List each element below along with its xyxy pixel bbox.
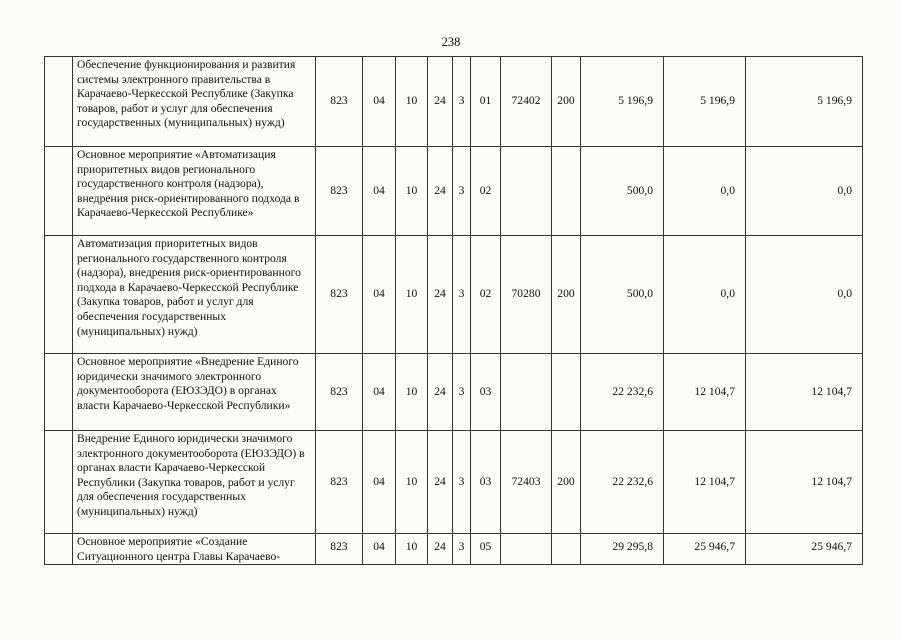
code-cell: 823 <box>316 431 363 534</box>
sum-year-1: 500,0 <box>581 147 664 236</box>
sum-year-1: 5 196,9 <box>581 57 664 147</box>
subprogram-cell: 3 <box>453 236 471 354</box>
subsection-cell: 10 <box>396 534 428 565</box>
index-cell <box>45 534 73 565</box>
expense-type-cell: 200 <box>552 236 581 354</box>
sum-year-1: 22 232,6 <box>581 431 664 534</box>
sum-year-3: 0,0 <box>746 147 863 236</box>
code-cell: 823 <box>316 236 363 354</box>
budget-table <box>44 56 863 565</box>
program-cell: 24 <box>428 236 453 354</box>
subsection-cell: 10 <box>396 147 428 236</box>
table-row <box>45 236 863 354</box>
sum-year-2: 0,0 <box>664 147 746 236</box>
row-name: Основное мероприятие «Внедрение Единого юридически значимого электронного документооборота (ЕЮЗЭДО) в органах власти Карачаево-Черкесской Республики» <box>73 354 316 431</box>
expense-type-cell: 200 <box>552 57 581 147</box>
table-row <box>45 354 863 431</box>
code-cell: 823 <box>316 57 363 147</box>
row-name: Автоматизация приоритетных видов регионального государственного контроля (надзора), внедрения риск-ориентированного подхода в Карачаево-Черкесской Республике (Закупка товаров, работ и услуг для обеспечения государственных (муниципальных) нужд) <box>73 236 316 354</box>
subprogram-cell: 3 <box>453 354 471 431</box>
sum-year-2: 25 946,7 <box>664 534 746 565</box>
sum-year-2: 0,0 <box>664 236 746 354</box>
expense-type-cell <box>552 354 581 431</box>
program-cell: 24 <box>428 431 453 534</box>
measure-cell: 02 <box>471 147 501 236</box>
direction-cell <box>501 147 552 236</box>
program-cell: 24 <box>428 354 453 431</box>
index-cell <box>45 354 73 431</box>
sum-year-3: 12 104,7 <box>746 354 863 431</box>
direction-cell: 70280 <box>501 236 552 354</box>
table-row <box>45 431 863 534</box>
sum-year-2: 5 196,9 <box>664 57 746 147</box>
code-cell: 823 <box>316 147 363 236</box>
program-cell: 24 <box>428 147 453 236</box>
sum-year-2: 12 104,7 <box>664 431 746 534</box>
measure-cell: 03 <box>471 354 501 431</box>
row-name: Основное мероприятие «Автоматизация приоритетных видов регионального государственного контроля (надзора), внедрения риск-ориентированного подхода в Карачаево-Черкесской Республике» <box>73 147 316 236</box>
program-cell: 24 <box>428 534 453 565</box>
code-cell: 823 <box>316 534 363 565</box>
program-cell: 24 <box>428 57 453 147</box>
measure-cell: 05 <box>471 534 501 565</box>
index-cell <box>45 57 73 147</box>
section-cell: 04 <box>363 236 396 354</box>
direction-cell: 72403 <box>501 431 552 534</box>
table-row <box>45 57 863 147</box>
row-name: Внедрение Единого юридически значимого электронного документооборота (ЕЮЗЭДО) в органах власти Карачаево-Черкесской Республики (Закупка товаров, работ и услуг для обеспечения государственных (муниципальных) нужд) <box>73 431 316 534</box>
subsection-cell: 10 <box>396 236 428 354</box>
section-cell: 04 <box>363 57 396 147</box>
sum-year-3: 0,0 <box>746 236 863 354</box>
subsection-cell: 10 <box>396 57 428 147</box>
page-number: 238 <box>441 35 461 49</box>
subprogram-cell: 3 <box>453 57 471 147</box>
section-cell: 04 <box>363 354 396 431</box>
measure-cell: 03 <box>471 431 501 534</box>
direction-cell <box>501 354 552 431</box>
sum-year-3: 5 196,9 <box>746 57 863 147</box>
direction-cell: 72402 <box>501 57 552 147</box>
expense-type-cell: 200 <box>552 431 581 534</box>
index-cell <box>45 147 73 236</box>
subsection-cell: 10 <box>396 431 428 534</box>
subsection-cell: 10 <box>396 354 428 431</box>
table-row <box>45 534 863 565</box>
code-cell: 823 <box>316 354 363 431</box>
sum-year-1: 22 232,6 <box>581 354 664 431</box>
sum-year-1: 29 295,8 <box>581 534 664 565</box>
section-cell: 04 <box>363 431 396 534</box>
subprogram-cell: 3 <box>453 147 471 236</box>
sum-year-2: 12 104,7 <box>664 354 746 431</box>
expense-type-cell <box>552 534 581 565</box>
direction-cell <box>501 534 552 565</box>
row-name: Обеспечение функционирования и развития системы электронного правительства в Карачаево-Черкесской Республике (Закупка товаров, работ и услуг для обеспечения государственных (муниципальных) нужд) <box>73 57 316 147</box>
sum-year-3: 25 946,7 <box>746 534 863 565</box>
subprogram-cell: 3 <box>453 534 471 565</box>
sum-year-1: 500,0 <box>581 236 664 354</box>
measure-cell: 01 <box>471 57 501 147</box>
table-row <box>45 147 863 236</box>
section-cell: 04 <box>363 534 396 565</box>
row-name: Основное мероприятие «Создание Ситуационного центра Главы Карачаево- <box>73 534 316 565</box>
section-cell: 04 <box>363 147 396 236</box>
measure-cell: 02 <box>471 236 501 354</box>
sum-year-3: 12 104,7 <box>746 431 863 534</box>
expense-type-cell <box>552 147 581 236</box>
index-cell <box>45 236 73 354</box>
index-cell <box>45 431 73 534</box>
subprogram-cell: 3 <box>453 431 471 534</box>
